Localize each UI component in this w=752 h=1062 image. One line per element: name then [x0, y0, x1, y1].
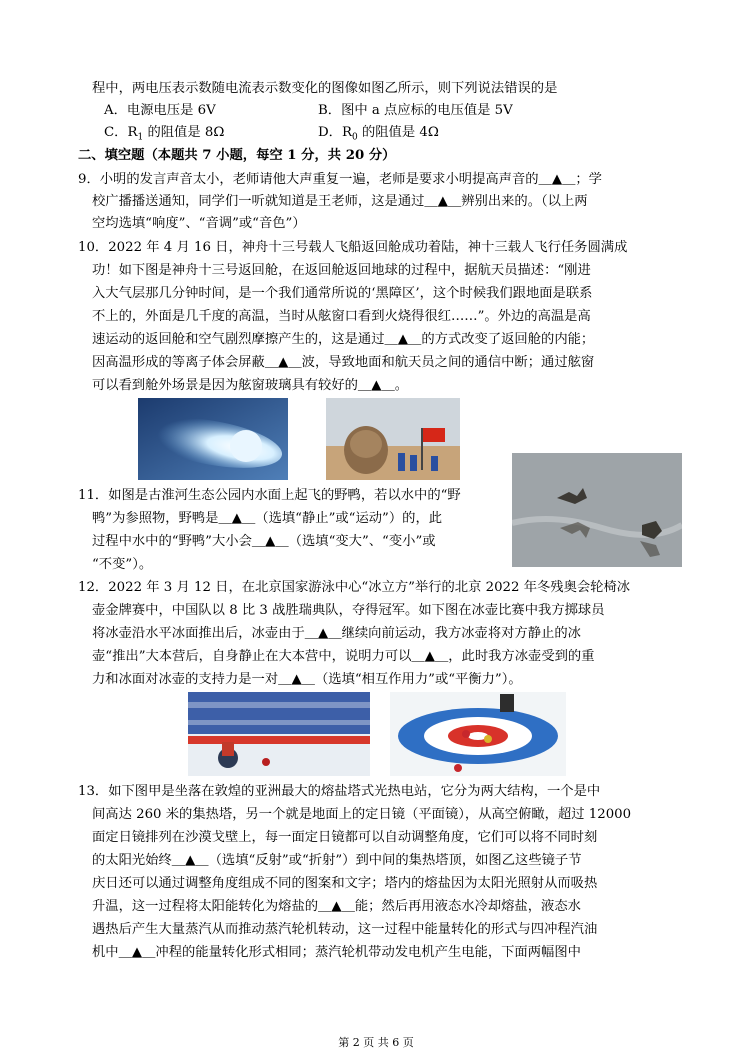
q13-line-8: 机中＿▲＿冲程的能量转化形式相同；蒸汽轮机带动发电机产生电能，下面两幅图中 — [92, 945, 581, 960]
reentry-capsule-photo — [138, 398, 288, 480]
q13-line-4: 的太阳光始终＿▲＿（选填“反射”或“折射”）到中间的集热塔顶，如图乙这些镜子节 — [92, 853, 582, 868]
q10-line-2: 功！如下图是神舟十三号返回舱，在返回舱返回地球的过程中，据航天员描述：“刚进 — [92, 263, 591, 278]
q9-line-3: 空均选填“响度”、“音调”或“音色”） — [92, 216, 306, 231]
q10-line-7: 可以看到舱外场景是因为舷窗玻璃具有较好的＿▲＿。 — [92, 378, 409, 393]
q11-line-4: “不变”）。 — [92, 557, 153, 572]
q13-line-6: 升温，这一过程将太阳能转化为熔盐的＿▲＿能；然后再用液态水冷却熔盐，液态水 — [92, 899, 581, 914]
prev-question-tail: 程中，两电压表示数随电流表示数变化的图像如图乙所示，则下列说法错误的是 — [92, 81, 558, 96]
option-c: C．$R_1$ 的阻值是 8Ω — [104, 125, 225, 143]
q12-line-2: 壶金牌赛中，中国队以 8 比 3 战胜瑞典队，夺得冠军。如下图在冰壶比赛中我方掷球员 — [92, 603, 605, 618]
q11-line-3: 过程中水中的“野鸭”大小会＿▲＿（选填“变大”、“变小”或 — [92, 534, 436, 549]
q13-line-7: 遇热后产生大量蒸汽从而推动蒸汽轮机转动，这一过程中能量转化的形式与四冲程汽油 — [92, 922, 598, 937]
q10-line-4: 不上的，外面是几千度的高温，当时从舷窗口看到火烧得很红……”。外边的高温是高 — [92, 309, 591, 324]
q13-line-1: 13．如下图甲是坐落在敦煌的亚洲最大的熔盐塔式光热电站，它分为两大结构，一个是中 — [78, 784, 601, 799]
q10-line-1: 10．2022 年 4 月 16 日，神舟十三号载人飞船返回舱成功着陆，神十三载人飞行任务圆满成 — [78, 240, 628, 255]
option-b: B．图中 a 点应标的电压值是 5V — [318, 103, 513, 118]
landing-site-photo — [326, 398, 460, 480]
q10-line-5: 速运动的返回舱和空气剧烈摩擦产生的，这是通过＿▲＿的方式改变了返回舱的内能； — [92, 332, 595, 347]
q10-line-6: 因高温形成的等离子体会屏蔽＿▲＿波，导致地面和航天员之间的通信中断；通过舷窗 — [92, 355, 595, 370]
option-a: A．电源电压是 6V — [104, 103, 216, 118]
section-heading: 二、填空题（本题共 7 小题，每空 1 分，共 20 分） — [78, 148, 396, 163]
wheelchair-curling-photo — [188, 692, 370, 776]
q12-line-1: 12．2022 年 3 月 12 日，在北京国家游泳中心“冰立方”举行的北京 2022 年冬残奥会轮椅冰 — [78, 580, 631, 595]
q9-line-2: 校广播播送通知，同学们一听就知道是王老师，这是通过＿▲＿辨别出来的。（以上两 — [92, 194, 588, 209]
wild-duck-photo — [512, 453, 682, 567]
q11-line-2: 鸭”为参照物，野鸭是＿▲＿（选填“静止”或“运动”）的，此 — [92, 511, 443, 526]
option-d: D．$R_0$ 的阻值是 4Ω — [318, 125, 439, 143]
q12-line-3: 将冰壶沿水平冰面推出后，冰壶由于＿▲＿继续向前运动，我方冰壶将对方静止的冰 — [92, 626, 581, 641]
q11-line-1: 11．如图是古淮河生态公园内水面上起飞的野鸭，若以水中的“野 — [78, 488, 461, 503]
q12-line-5: 力和冰面对冰壶的支持力是一对＿▲＿（选填“相互作用力”或“平衡力”）。 — [92, 672, 522, 687]
q13-line-5: 庆日还可以通过调整角度组成不同的图案和文字；塔内的熔盐因为太阳光照射从而吸热 — [92, 876, 598, 891]
page-footer: 第 2 页 共 6 页 — [338, 1036, 414, 1049]
q13-line-2: 间高达 260 米的集热塔，另一个就是地面上的定日镜（平面镜），从高空俯瞰，超过 12000 — [92, 807, 632, 822]
q13-line-3: 面定日镜排列在沙漠戈壁上，每一面定日镜都可以自动调整角度，它们可以将不同时刻 — [92, 830, 598, 845]
curling-house-photo — [390, 692, 566, 776]
q10-line-3: 入大气层那几分钟时间，是一个我们通常所说的‘黑障区’，这个时候我们跟地面是联系 — [92, 286, 593, 301]
q12-line-4: 壶“推出”大本营后，自身静止在大本营中，说明力可以＿▲＿，此时我方冰壶受到的重 — [92, 649, 595, 664]
q9-line-1: 9．小明的发言声音太小，老师请他大声重复一遍，老师是要求小明提高声音的＿▲＿；学 — [78, 172, 602, 187]
